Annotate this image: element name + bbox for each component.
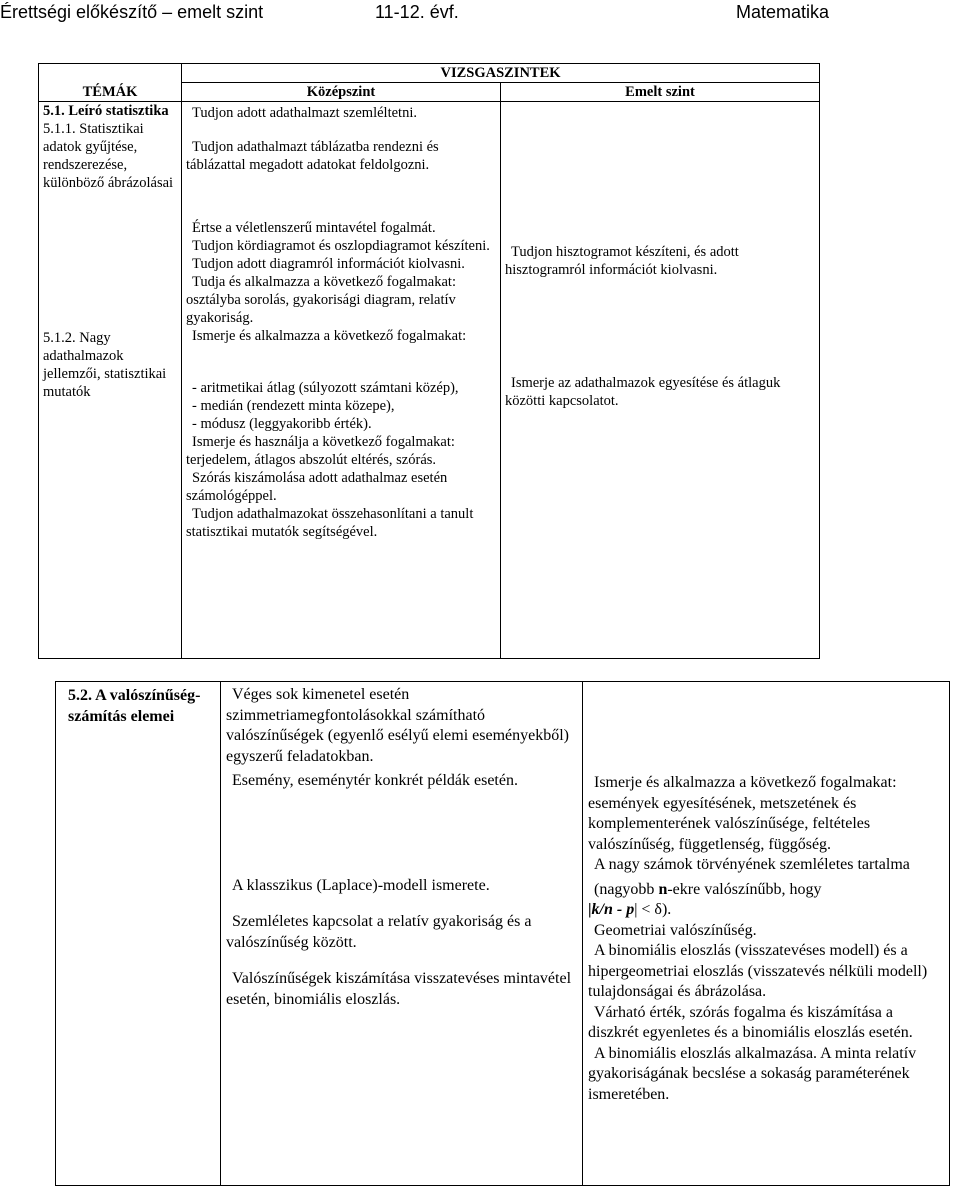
adv-level-cell xyxy=(583,682,950,1186)
adv-item: A binomiális eloszlás (visszatevéses modell) és a hipergeometriai eloszlás (visszatevés nélküli modell) tulajdonságai és ábrázolása. xyxy=(588,942,928,1000)
page-header xyxy=(0,0,960,28)
topic-title: 5.1. Leíró statisztika xyxy=(43,103,169,119)
adv-item: Tudjon hisztogramot készíteni, és adott hisztogramról információt kiolvasni. xyxy=(505,244,739,278)
adv-item: Várható érték, szórás fogalma és kiszámítása a diszkrét egyenletes és a binomiális eloszlás esetén. xyxy=(588,1003,913,1041)
mid-item: Értse a véletlenszerű mintavétel fogalmát. xyxy=(192,220,436,236)
mid-item: Esemény, eseménytér konkrét példák esetén. xyxy=(232,772,518,789)
topic-5-1-1: 5.1.1. Statisztikai adatok gyűjtése, rendszerezése, különböző ábrázolásai xyxy=(43,121,174,191)
mid-item: Ismerje és alkalmazza a következő fogalmakat: xyxy=(192,328,467,344)
adv-level-cell xyxy=(501,102,820,659)
header-center: 11-12. évf. xyxy=(375,2,459,22)
mid-item: Tudjon adott diagramról információt kiolvasni. xyxy=(192,256,465,272)
mid-item: Valószínűségek kiszámítása visszatevéses mintavétel esetén, binomiális eloszlás. xyxy=(226,970,572,1008)
mid-item: - módusz (leggyakoribb érték). xyxy=(192,416,372,432)
adv-item: Geometriai valószínűség. xyxy=(594,921,757,939)
adv-item: A nagy számok törvényének szemléletes tartalma xyxy=(594,856,910,873)
col-header-adv-level: Emelt szint xyxy=(501,83,820,102)
topic-cell xyxy=(39,102,182,659)
col-header-topics: TÉMÁK xyxy=(39,64,182,102)
mid-item: - aritmetikai átlag (súlyozott számtani közép), xyxy=(192,380,459,396)
col-header-exam-levels: VIZSGASZINTEK xyxy=(182,64,820,83)
col-header-mid-level: Középszint xyxy=(182,83,501,102)
topic-5-1-2: 5.1.2. Nagy adathalmazok jellemzői, statisztikai mutatók xyxy=(43,330,167,400)
mid-item: A klasszikus (Laplace)-modell ismerete. xyxy=(232,876,490,894)
mid-item: Tudjon adott adathalmazt szemléltetni. xyxy=(192,105,417,121)
adv-item: (nagyobb n-ekre valószínűbb, hogy xyxy=(594,880,822,898)
mid-item: Tudjon adathalmazokat összehasonlítani a tanult statisztikai mutatók segítségével. xyxy=(186,506,474,540)
adv-item: Ismerje és alkalmazza a következő fogalmakat: események egyesítésének, metszetének és komplementerének valószínűsége, feltételes valószínűség, függetlenség, függőség. xyxy=(588,774,897,853)
adv-item: |k/n - p| < δ). xyxy=(588,901,672,918)
exam-levels-table-probability xyxy=(55,681,950,1186)
exam-levels-table-statistics xyxy=(38,63,820,659)
mid-item: - medián (rendezett minta közepe), xyxy=(192,398,395,414)
adv-item: A binomiális eloszlás alkalmazása. A minta relatív gyakoriságának becslése a sokaság paraméterének ismeretében. xyxy=(588,1044,917,1103)
mid-item: Szemléletes kapcsolat a relatív gyakoriság és a valószínűség között. xyxy=(226,913,532,951)
mid-item: Véges sok kimenetel esetén szimmetriamegfontolásokkal számítható valószínűségek (egyenlő esélyű elemi eseményekből) egyszerű feladatokban. xyxy=(226,686,569,765)
topic-cell xyxy=(56,682,221,1186)
adv-item: Ismerje az adathalmazok egyesítése és átlaguk közötti kapcsolatot. xyxy=(505,375,781,409)
mid-level-cell xyxy=(221,682,583,1186)
mid-item: Tudjon adathalmazt táblázatba rendezni és táblázattal megadott adatokat feldolgozni. xyxy=(186,139,439,173)
mid-item: Tudja és alkalmazza a következő fogalmakat: osztályba sorolás, gyakorisági diagram, relatív gyakoriság. xyxy=(186,274,456,326)
mid-item: Szórás kiszámolása adott adathalmaz esetén számológéppel. xyxy=(186,470,448,504)
mid-item: Ismerje és használja a következő fogalmakat: terjedelem, átlagos abszolút eltérés, szórás. xyxy=(186,434,455,468)
header-left: Érettségi előkészítő – emelt szint xyxy=(0,2,264,22)
mid-item: Tudjon kördiagramot és oszlopdiagramot készíteni. xyxy=(192,238,490,254)
header-right: Matematika xyxy=(736,2,830,22)
mid-level-cell xyxy=(182,102,501,659)
topic-5-2: 5.2. A valószínűség-számítás elemei xyxy=(68,687,201,725)
